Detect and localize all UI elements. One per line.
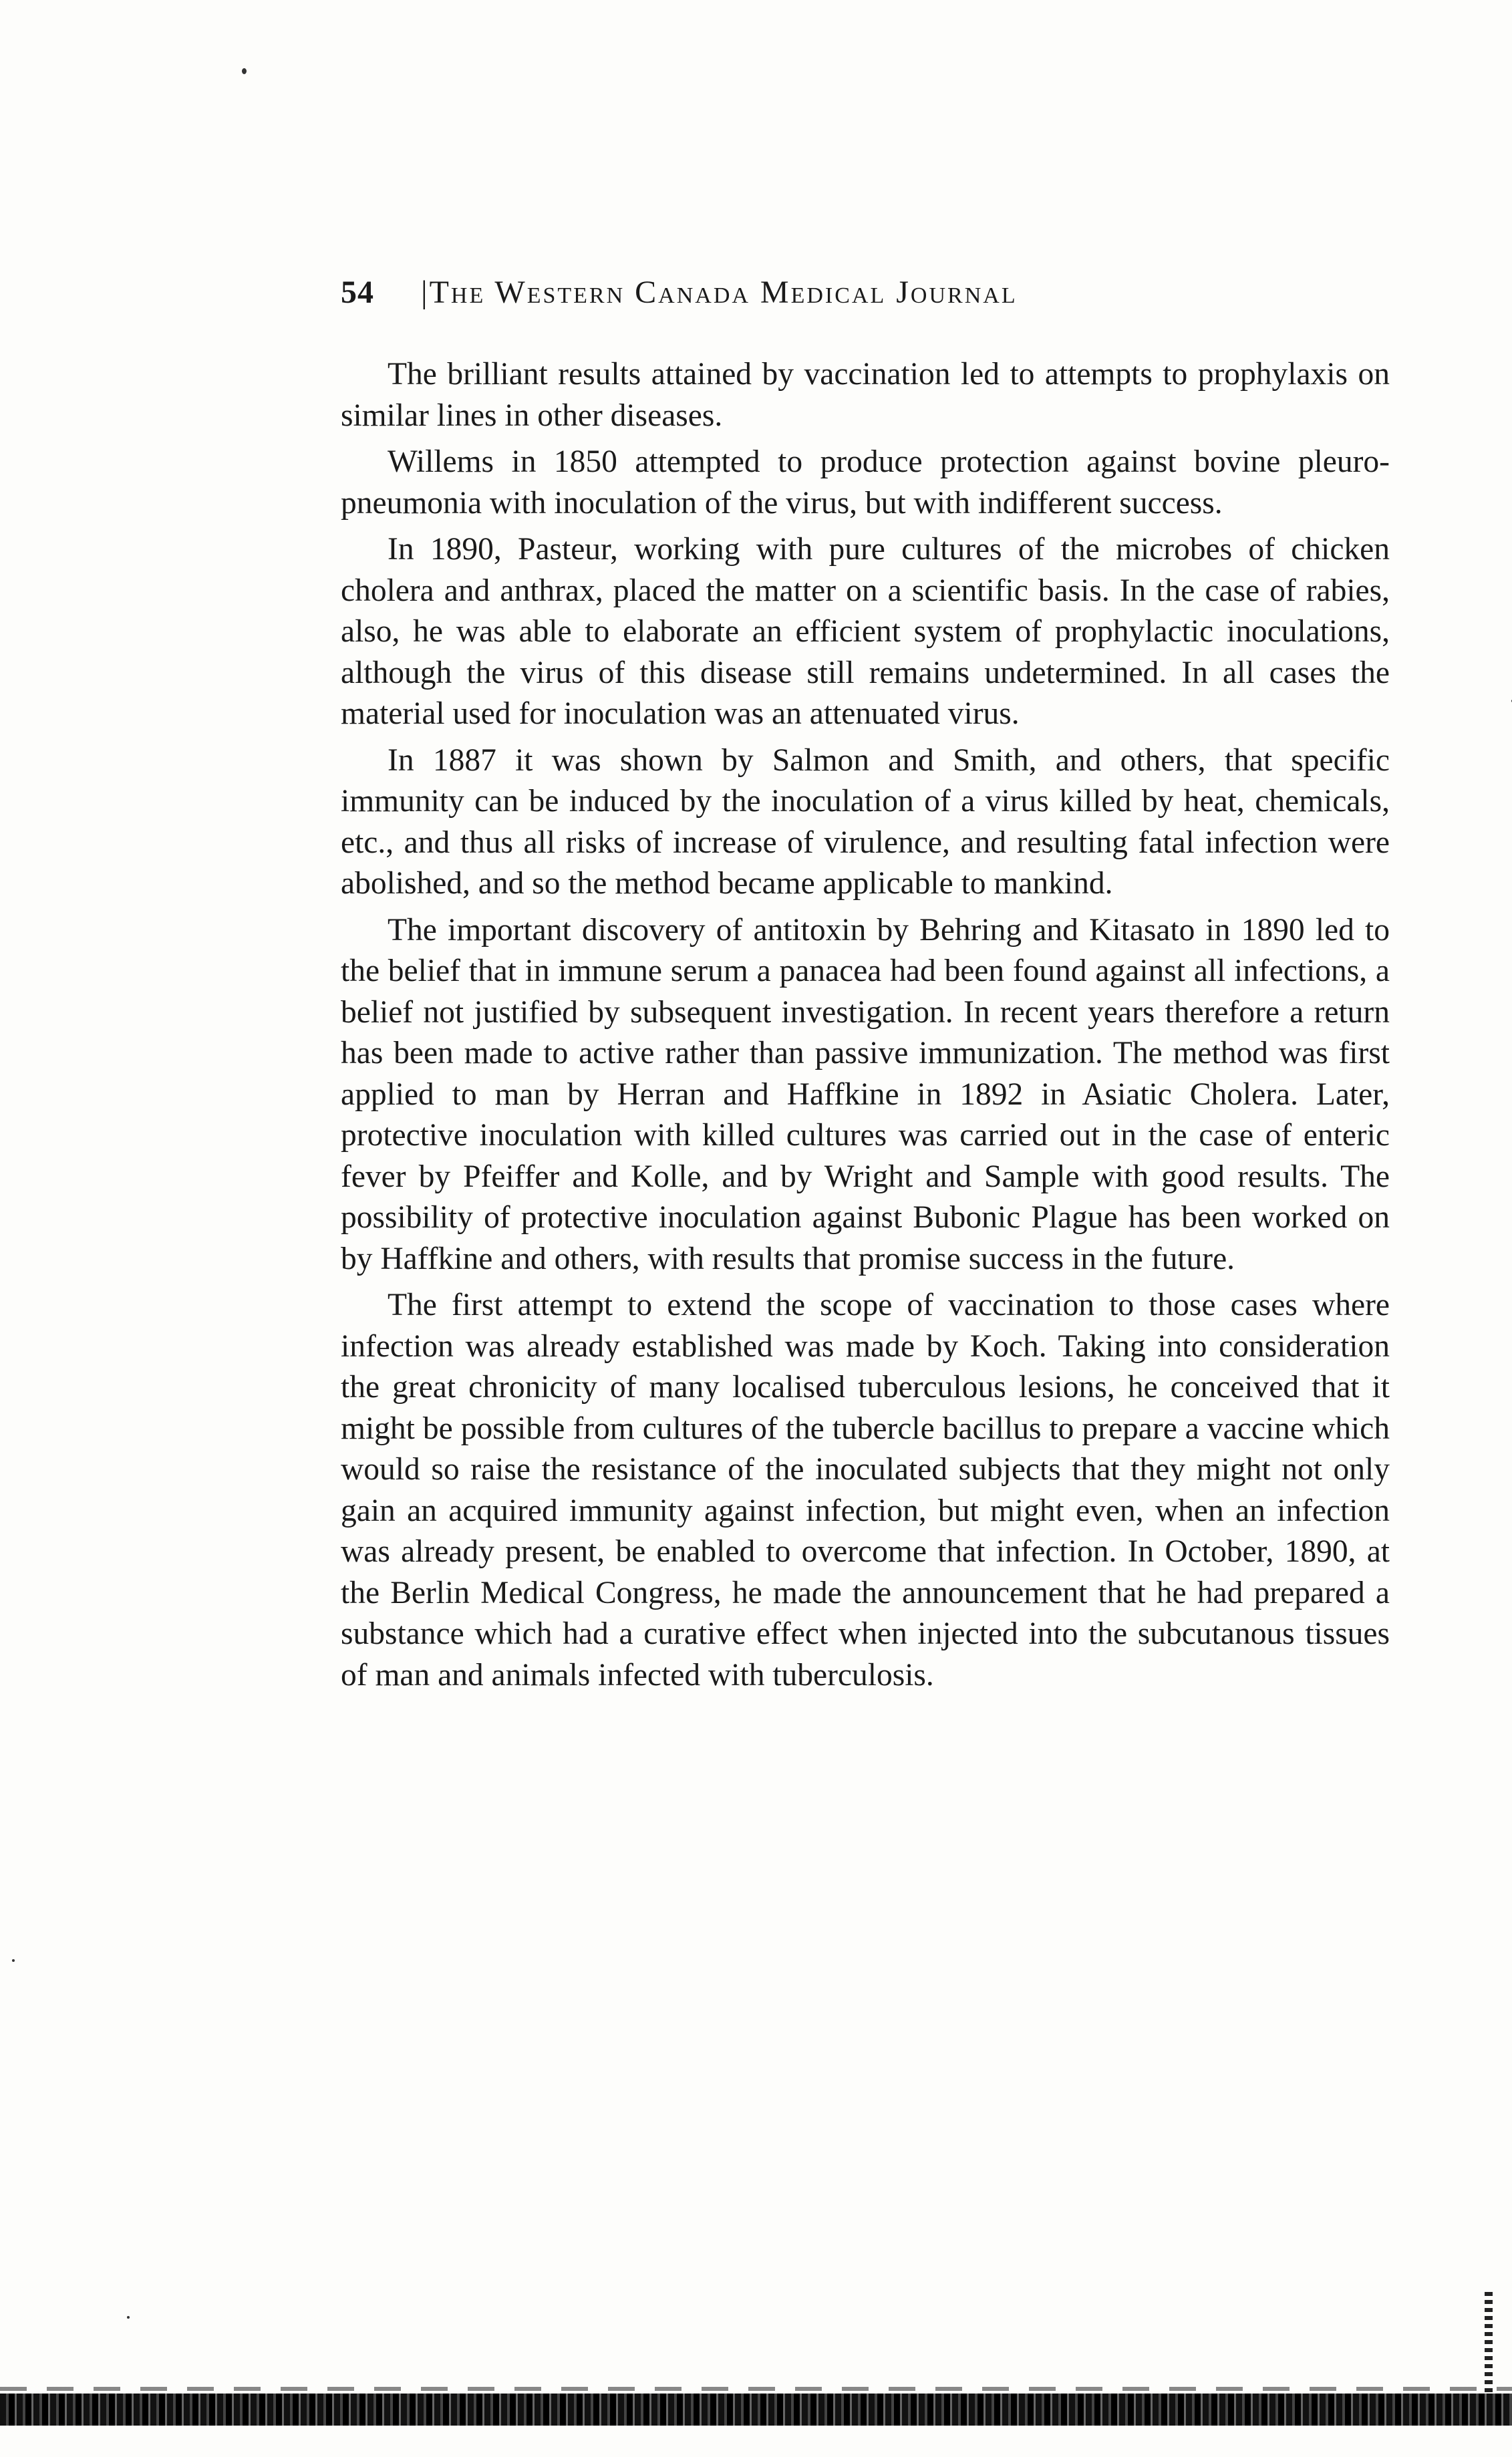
scan-border-top (0, 2387, 1512, 2391)
paragraph: The first attempt to extend the scope of vaccination to those cases where infection was already established was made by Koch. Taking into consideration the great chronicity of many localised tuberculous lesions, he conceived that it might be possible from cultures of the tubercle bacillus to prepare a vaccine which would so raise the resistance of the inoculated subjects that they might not only gain an acquired immunity against infection, but might even, when an infection was already present, be enabled to overcome that infection. In October, 1890, at the Berlin Medical Congress, he made the announcement that he had prepared a substance which had a curative effect when injected into the subcutanous tissues of man and animals infected with tuberculosis. (341, 1288, 1390, 1693)
page-header (341, 274, 1343, 327)
paragraph: The important discovery of antitoxin by Behring and Kitasato in 1890 led to the belief that in immune serum a panacea had been found against all infections, a belief not justified by subsequent investigation. In recent years therefore a return has been made to active rather than passive immunization. The method was first applied to man by Herran and Haffkine in 1892 in Asiatic Cholera. Later, protective inoculation with killed cultures was carried out in the case of enteric fever by Pfeiffer and Kolle, and by Wright and Sample with good results. The possibility of protective inoculation against Bubonic Plague has been worked on by Haffkine and others, with results that promise success in the future. (341, 912, 1390, 1276)
paragraph: In 1887 it was shown by Salmon and Smith, and others, that specific immunity can be induced by the inoculation of a virus killed by heat, chemicals, etc., and thus all risks of increase of virulence, and resulting fatal infection were abolished, and so the method became applicable to mankind. (341, 742, 1390, 901)
scan-speck (12, 1959, 15, 1962)
scan-edge-mark (1485, 2292, 1493, 2392)
scan-speck (127, 2316, 130, 2319)
scan-speck (242, 68, 247, 74)
page-number: 54 (341, 275, 374, 310)
paragraph: The brilliant results attained by vaccination led to attempts to prophylaxis on similar lines in other diseases. (341, 357, 1390, 433)
paragraph: Willems in 1850 attempted to produce protection against bovine pleuro-pneumonia with inoculation of the virus, but with indifferent success. (341, 444, 1390, 521)
article-body (341, 354, 1390, 1696)
scan-border (0, 2394, 1512, 2426)
running-head: |The Western Canada Medical Journal (421, 275, 1018, 310)
paragraph: In 1890, Pasteur, working with pure cultures of the microbes of chicken cholera and anthrax, placed the matter on a scientific basis. In the case of rabies, also, he was able to elaborate an efficient system of prophylactic inoculations, although the virus of this disease still remains undetermined. In all cases the material used for inoculation was an attenuated virus. (341, 532, 1390, 731)
